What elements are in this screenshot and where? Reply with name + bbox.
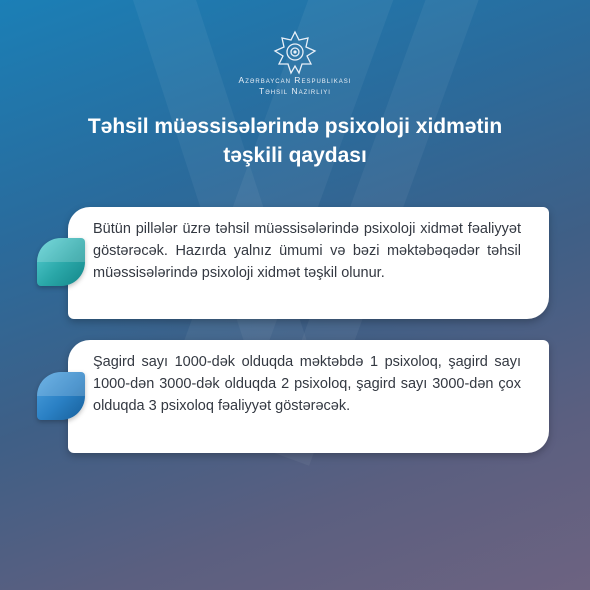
page-title-line1: Təhsil müəssisələrində psixoloji xidmətin	[87, 115, 503, 138]
teal-bullet-icon	[37, 238, 85, 286]
info-card-text: Şagird sayı 1000-dək olduqda məktəbdə 1 psixoloq, şagird sayı 1000-dən 3000-dək olduqda 2 psixoloq, şagird sayı 3000-dən çox olduqda 3 psixoloq fəaliyyət göstərəcək.	[93, 354, 521, 414]
organization-name-line1: Azərbaycan Respublikası	[238, 75, 352, 85]
info-card-text: Bütün pillələr üzrə təhsil müəssisələrində psixoloji xidmət fəaliyyət göstərəcək. Hazırda yalnız ümumi və bəzi məktəbəqədər təhsil müəssisələrində psixoloji xidmət təşkil olunur.	[93, 221, 521, 281]
info-card	[68, 207, 549, 319]
info-card	[68, 340, 549, 453]
page-title-line2: təşkili qaydası	[223, 144, 367, 167]
page-title	[40, 112, 550, 170]
blue-bullet-icon	[37, 372, 85, 420]
ministry-emblem-icon	[266, 28, 324, 78]
organization-name-line2: Təhsil Nazirliyi	[259, 86, 331, 96]
